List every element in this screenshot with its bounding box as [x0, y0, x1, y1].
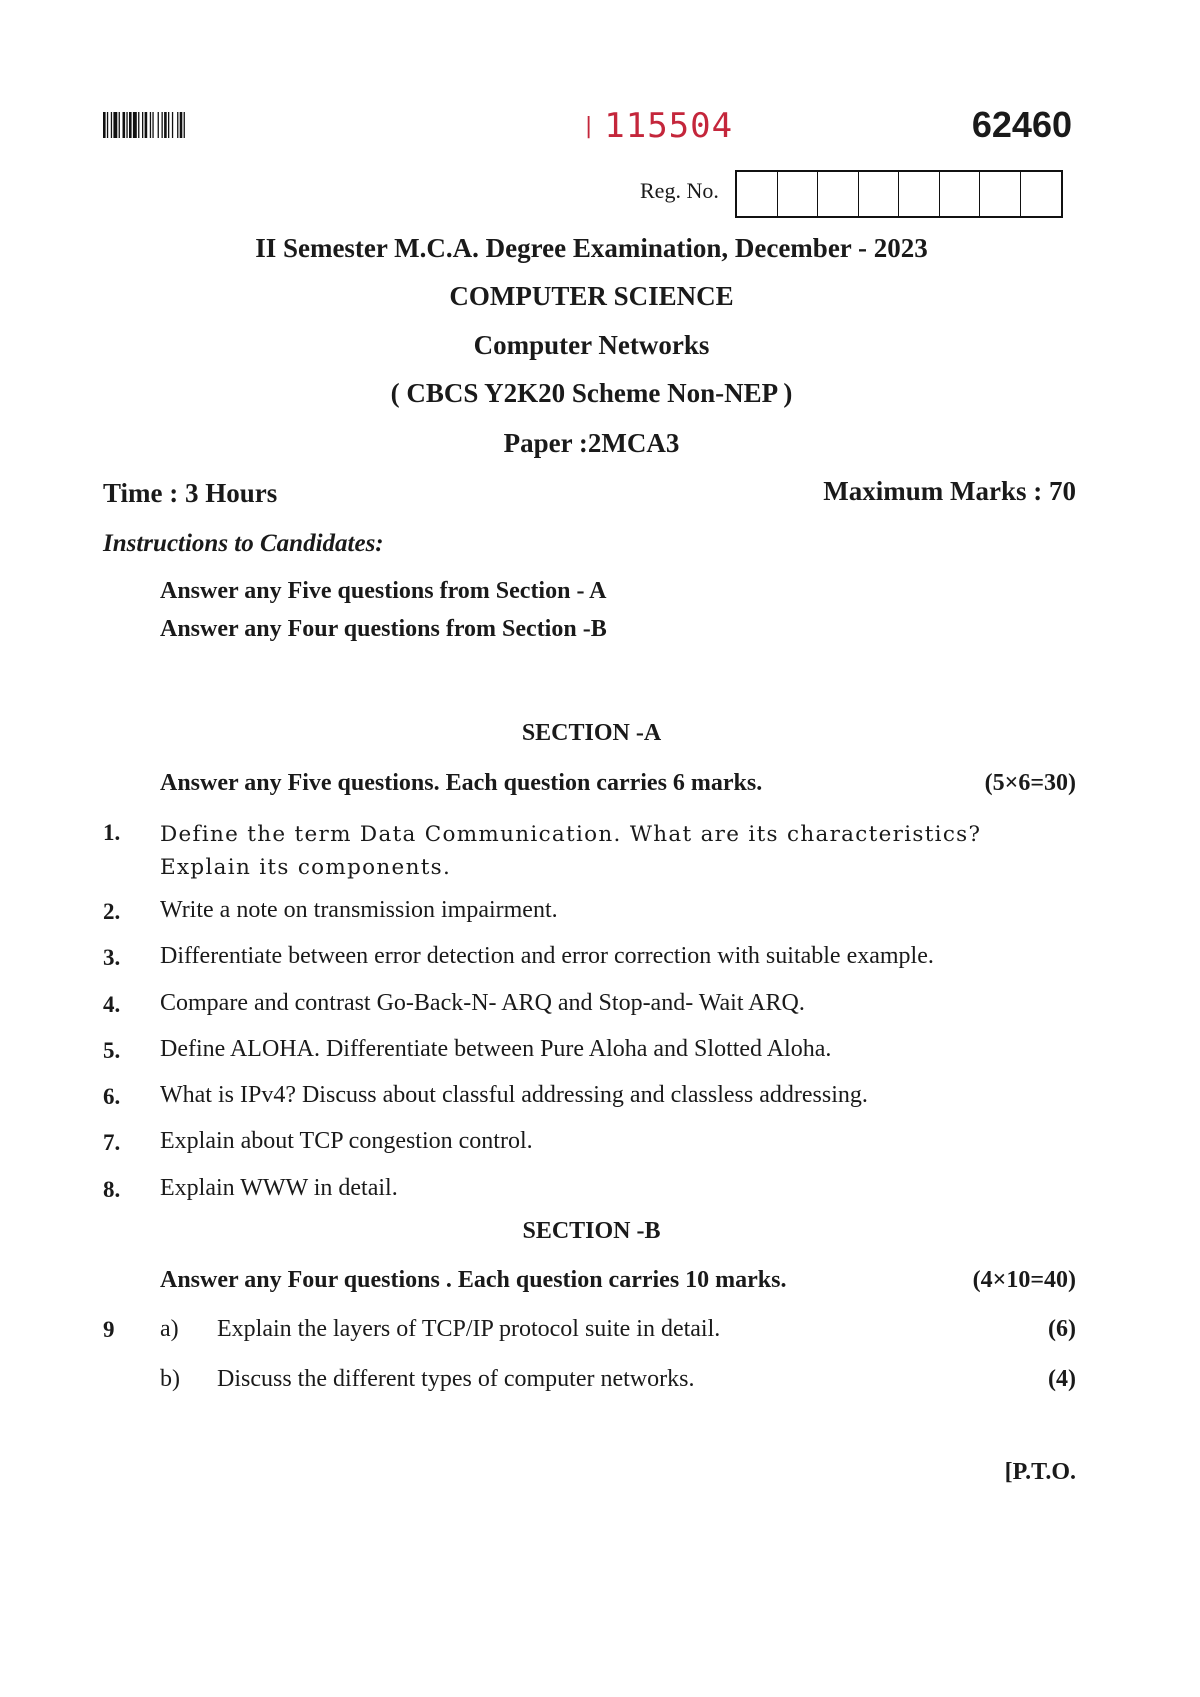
exam-time: Time : 3 Hours	[103, 478, 278, 508]
question-number: 1.	[103, 820, 121, 845]
subject-title: COMPUTER SCIENCE	[449, 281, 734, 311]
reg-no-box[interactable]	[940, 172, 981, 216]
reg-no-box[interactable]	[1021, 172, 1062, 216]
subquestion-label: b)	[160, 1366, 180, 1392]
question-number: 8.	[103, 1177, 121, 1202]
section-a-marks: (5×6=30)	[984, 770, 1076, 796]
subquestion-marks: (4)	[1048, 1366, 1076, 1392]
reg-no-box[interactable]	[899, 172, 940, 216]
section-a-title: SECTION -A	[521, 720, 662, 746]
question-text: Write a note on transmission impairment.	[160, 897, 558, 923]
barcode	[103, 112, 253, 138]
reg-no-boxes[interactable]	[735, 170, 1063, 218]
pto-label: [P.T.O.	[1004, 1459, 1076, 1485]
question-text: Differentiate between error detection and error correction with suitable example.	[160, 943, 934, 969]
scheme-title: ( CBCS Y2K20 Scheme Non-NEP )	[390, 378, 793, 408]
max-marks: Maximum Marks : 70	[823, 476, 1076, 506]
question-text: Define the term Data Communication. What are its characteristics? Explain its components.	[160, 822, 982, 880]
question-number: 6.	[103, 1084, 121, 1109]
course-title: Computer Networks	[473, 330, 710, 360]
reg-no-box[interactable]	[737, 172, 778, 216]
instructions-heading: Instructions to Candidates:	[103, 530, 384, 557]
subquestion-label: a)	[160, 1316, 179, 1342]
question-number: 5.	[103, 1038, 121, 1063]
reg-no-label: Reg. No.	[640, 178, 719, 203]
stamp-number-text: 115504	[604, 106, 734, 146]
reg-no-box[interactable]	[980, 172, 1021, 216]
stamp-number: | 115504	[582, 106, 734, 146]
question-number: 3.	[103, 945, 121, 970]
section-b-subtitle: Answer any Four questions . Each question carries 10 marks.	[160, 1267, 787, 1293]
subquestion-marks: (6)	[1048, 1316, 1076, 1342]
section-b-marks: (4×10=40)	[972, 1267, 1076, 1293]
section-a-subtitle: Answer any Five questions. Each question carries 6 marks.	[160, 770, 763, 796]
subquestion-text: Discuss the different types of computer networks.	[217, 1366, 695, 1392]
question-text: Compare and contrast Go-Back-N- ARQ and Stop-and- Wait ARQ.	[160, 990, 805, 1016]
instruction-item: Answer any Five questions from Section - A	[160, 578, 607, 604]
section-b-title: SECTION -B	[522, 1218, 661, 1244]
question-number: 2.	[103, 899, 121, 924]
reg-no-box[interactable]	[778, 172, 819, 216]
paper-code: 62460	[971, 104, 1072, 145]
question-text: Define ALOHA. Differentiate between Pure Aloha and Slotted Aloha.	[160, 1036, 832, 1062]
subquestion-text: Explain the layers of TCP/IP protocol suite in detail.	[217, 1316, 721, 1342]
reg-no-box[interactable]	[818, 172, 859, 216]
instruction-item: Answer any Four questions from Section -B	[160, 616, 607, 642]
paper-label: Paper :2MCA3	[503, 428, 680, 458]
question-number: 4.	[103, 992, 121, 1017]
reg-no-box[interactable]	[859, 172, 900, 216]
question-text: Explain WWW in detail.	[160, 1175, 398, 1201]
exam-title: II Semester M.C.A. Degree Examination, December - 2023	[255, 233, 928, 263]
question-text: Explain about TCP congestion control.	[160, 1128, 533, 1154]
question-number: 9	[103, 1317, 115, 1342]
question-number: 7.	[103, 1130, 121, 1155]
question-text: What is IPv4? Discuss about classful addressing and classless addressing.	[160, 1082, 868, 1108]
